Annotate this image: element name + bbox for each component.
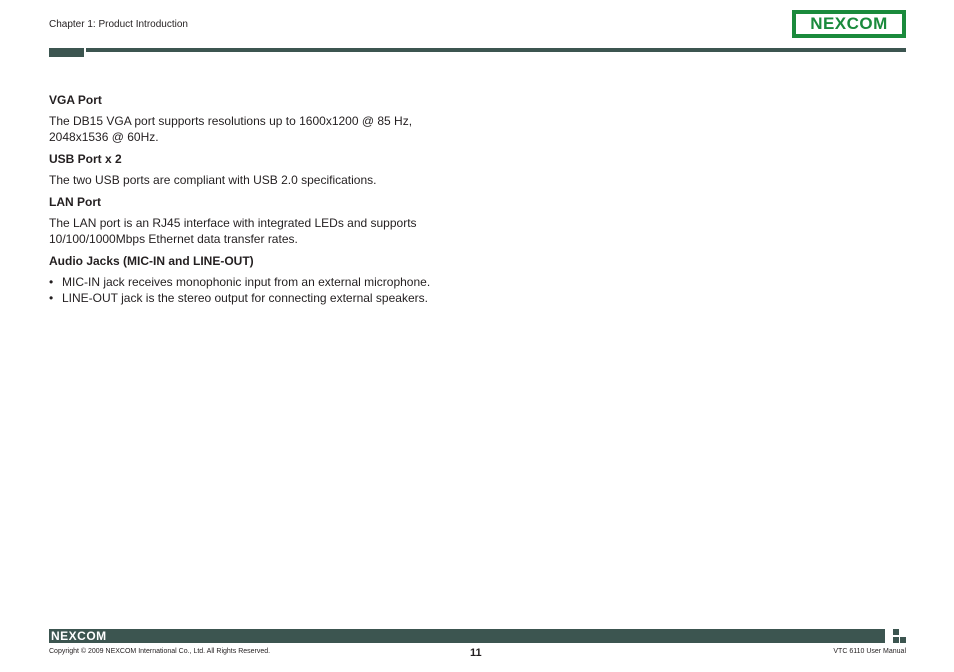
list-item xyxy=(49,274,469,290)
section-heading-usb: USB Port x 2 xyxy=(49,152,122,166)
section-body-lan: The LAN port is an RJ45 interface with integrated LEDs and supports 10/100/1000Mbps Ethernet data transfer rates. xyxy=(49,216,417,246)
main-content xyxy=(49,92,469,306)
copyright-text: Copyright © 2009 NEXCOM International Co., Ltd. All Rights Reserved. xyxy=(49,648,271,655)
bullet-icon: • xyxy=(49,275,54,289)
manual-title: VTC 6110 User Manual xyxy=(833,648,906,655)
footer-bar xyxy=(49,629,885,643)
audio-bullet-list xyxy=(49,274,469,306)
list-item-text: LINE-OUT jack is the stereo output for connecting external speakers. xyxy=(62,291,428,305)
section-body-usb: The two USB ports are compliant with USB 2.0 specifications. xyxy=(49,173,377,187)
list-item xyxy=(49,290,469,306)
section-heading-lan: LAN Port xyxy=(49,195,101,209)
nexcom-logo xyxy=(792,10,906,38)
list-item-text: MIC-IN jack receives monophonic input from an external microphone. xyxy=(62,275,431,289)
corner-square-icon xyxy=(893,629,899,635)
corner-square-icon xyxy=(893,637,899,643)
logo-text: NEXCOM xyxy=(810,14,888,33)
page-number: 11 xyxy=(470,647,482,659)
corner-square-icon xyxy=(900,637,906,643)
chapter-title: Chapter 1: Product Introduction xyxy=(49,19,188,30)
section-heading-audio: Audio Jacks (MIC-IN and LINE-OUT) xyxy=(49,254,254,268)
header-rule xyxy=(86,48,906,52)
header-rule-accent xyxy=(49,48,84,57)
section-heading-vga: VGA Port xyxy=(49,93,102,107)
footer-logo: NEXCOM xyxy=(51,629,107,643)
bullet-icon: • xyxy=(49,291,54,305)
section-body-vga: The DB15 VGA port supports resolutions up to 1600x1200 @ 85 Hz, 2048x1536 @ 60Hz. xyxy=(49,114,413,144)
